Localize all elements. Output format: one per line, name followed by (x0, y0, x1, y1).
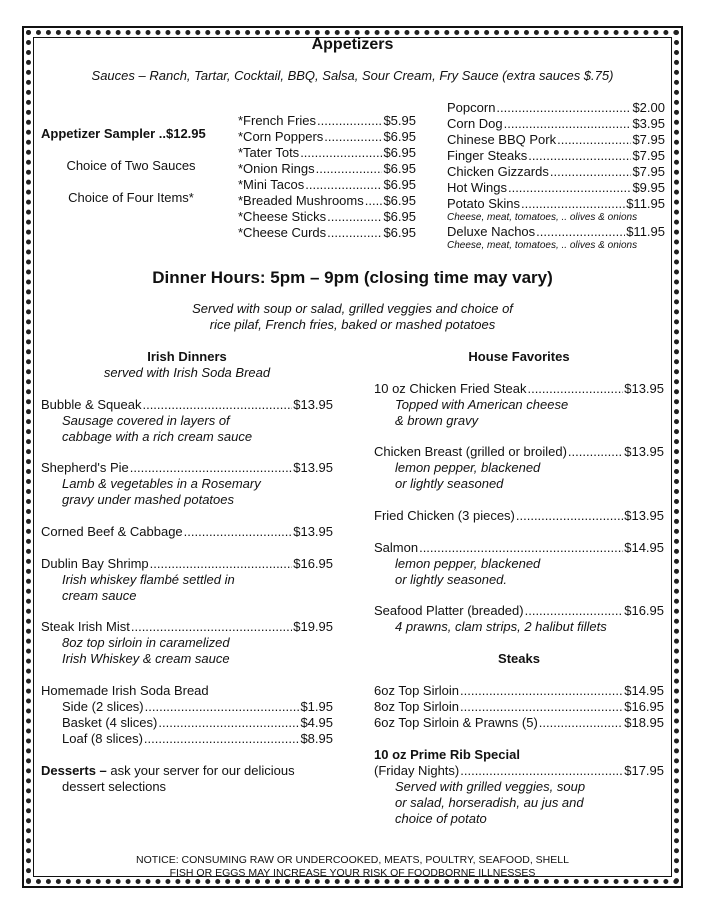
notice-line1: NOTICE: CONSUMING RAW OR UNDERCOOKED, MEATS, POULTRY, SEAFOOD, SHELL (136, 854, 569, 866)
prime-rib-title: 10 oz Prime Rib Special (374, 747, 520, 762)
menu-item: Steak Irish Mist ..... $19.95 (41, 619, 333, 635)
menu-item: Deluxe Nachos ..... $11.95 (447, 224, 665, 240)
menu-item: *Cheese Curds ..... $6.95 (238, 225, 416, 241)
served-with-line1: Served with soup or salad, grilled veggies and choice of (192, 301, 513, 316)
item-desc: cream sauce (62, 588, 137, 603)
menu-item: *Tater Tots ..... $6.95 (238, 145, 416, 161)
menu-item: Popcorn ..... $2.00 (447, 100, 665, 116)
item-desc: Irish whiskey flambé settled in (62, 572, 235, 587)
item-desc: or lightly seasoned. (395, 572, 508, 587)
served-with-line2: rice pilaf, French fries, baked or mashed potatoes (209, 317, 496, 332)
menu-item: Dublin Bay Shrimp ..... $16.95 (41, 556, 333, 572)
item-desc: Irish Whiskey & cream sauce (62, 651, 230, 666)
menu-item: Chicken Gizzards ..... $7.95 (447, 164, 665, 180)
desserts-label: Desserts – (41, 763, 107, 778)
menu-item: Chicken Breast (grilled or broiled) ..... $13.95 (374, 444, 664, 460)
menu-item: Chinese BBQ Pork ..... $7.95 (447, 132, 665, 148)
item-desc: Lamb & vegetables in a Rosemary (62, 476, 261, 491)
item-desc: 8oz top sirloin in caramelized (62, 635, 230, 650)
dinner-hours-title: Dinner Hours: 5pm – 9pm (closing time may vary) (152, 268, 553, 287)
desserts-text: ask your server for our delicious (106, 763, 295, 778)
item-desc: & brown gravy (395, 413, 479, 428)
menu-item: *Onion Rings ..... $6.95 (238, 161, 416, 177)
menu-item: *Breaded Mushrooms ..... $6.95 (238, 193, 416, 209)
menu-item: (Friday Nights) ..... $17.95 (374, 763, 664, 779)
sampler-items: Choice of Four Items* (68, 190, 194, 205)
item-desc: Topped with American cheese (395, 397, 569, 412)
item-desc: cabbage with a rich cream sauce (62, 429, 253, 444)
house-favorites-heading: House Favorites (468, 349, 570, 364)
menu-item: Hot Wings ..... $9.95 (447, 180, 665, 196)
menu-item: *Cheese Sticks ..... $6.95 (238, 209, 416, 225)
menu-item: Fried Chicken (3 pieces) ..... $13.95 (374, 508, 664, 524)
item-desc: Sausage covered in layers of (62, 413, 230, 428)
menu-item: 8oz Top Sirloin ..... $16.95 (374, 699, 664, 715)
sampler-price: $12.95 (165, 126, 206, 141)
item-desc: lemon pepper, blackened (395, 460, 541, 475)
item-desc: lemon pepper, blackened (395, 556, 541, 571)
menu-item: Basket (4 slices) ..... $4.95 (62, 715, 333, 731)
appetizers-title: Appetizers (311, 36, 394, 53)
menu-item: Corn Dog ..... $3.95 (447, 116, 665, 132)
menu-item: 6oz Top Sirloin ..... $14.95 (374, 683, 664, 699)
item-desc: Served with grilled veggies, soup (395, 779, 586, 794)
appetizer-sampler (41, 126, 206, 141)
menu-item: Salmon ..... $14.95 (374, 540, 664, 556)
item-desc: 4 prawns, clam strips, 2 halibut fillets (395, 619, 607, 634)
sampler-sauces: Choice of Two Sauces (66, 158, 196, 173)
menu-item: Finger Steaks ..... $7.95 (447, 148, 665, 164)
item-desc: or salad, horseradish, au jus and (395, 795, 584, 810)
irish-dinners-subheading: served with Irish Soda Bread (103, 365, 271, 380)
potato-skins-desc: Cheese, meat, tomatoes, .. olives & onions (447, 212, 638, 223)
menu-item: 10 oz Chicken Fried Steak ..... $13.95 (374, 381, 664, 397)
notice-line2: FISH OR EGGS MAY INCREASE YOUR RISK OF FOODBORNE ILLNESSES (169, 867, 536, 879)
menu-item: Loaf (8 slices) ..... $8.95 (62, 731, 333, 747)
steaks-heading: Steaks (498, 651, 540, 666)
menu-item: Bubble & Squeak ..... $13.95 (41, 397, 333, 413)
menu-item: Potato Skins ..... $11.95 (447, 196, 665, 212)
item-desc: choice of potato (395, 811, 487, 826)
menu-item: 6oz Top Sirloin & Prawns (5) ..... $18.95 (374, 715, 664, 731)
menu-item: *Corn Poppers ..... $6.95 (238, 129, 416, 145)
menu-item: Seafood Platter (breaded) ..... $16.95 (374, 603, 664, 619)
menu-item: *Mini Tacos ..... $6.95 (238, 177, 416, 193)
sampler-label: Appetizer Sampler .. (41, 126, 166, 141)
nachos-desc: Cheese, meat, tomatoes, .. olives & onions (447, 240, 638, 251)
irish-dinners-heading: Irish Dinners (147, 349, 227, 364)
desserts-text-2: dessert selections (62, 779, 167, 794)
menu-item: Shepherd's Pie ..... $13.95 (41, 460, 333, 476)
soda-bread-title: Homemade Irish Soda Bread (41, 683, 209, 698)
item-desc: or lightly seasoned (395, 476, 504, 491)
item-desc: gravy under mashed potatoes (62, 492, 234, 507)
menu-item: Corned Beef & Cabbage ..... $13.95 (41, 524, 333, 540)
sauces-note: Sauces – Ranch, Tartar, Cocktail, BBQ, Salsa, Sour Cream, Fry Sauce (extra sauces $.75) (91, 68, 614, 83)
menu-item: Side (2 slices) ..... $1.95 (62, 699, 333, 715)
desserts-note (41, 763, 295, 778)
menu-item: *French Fries ..... $5.95 (238, 113, 416, 129)
